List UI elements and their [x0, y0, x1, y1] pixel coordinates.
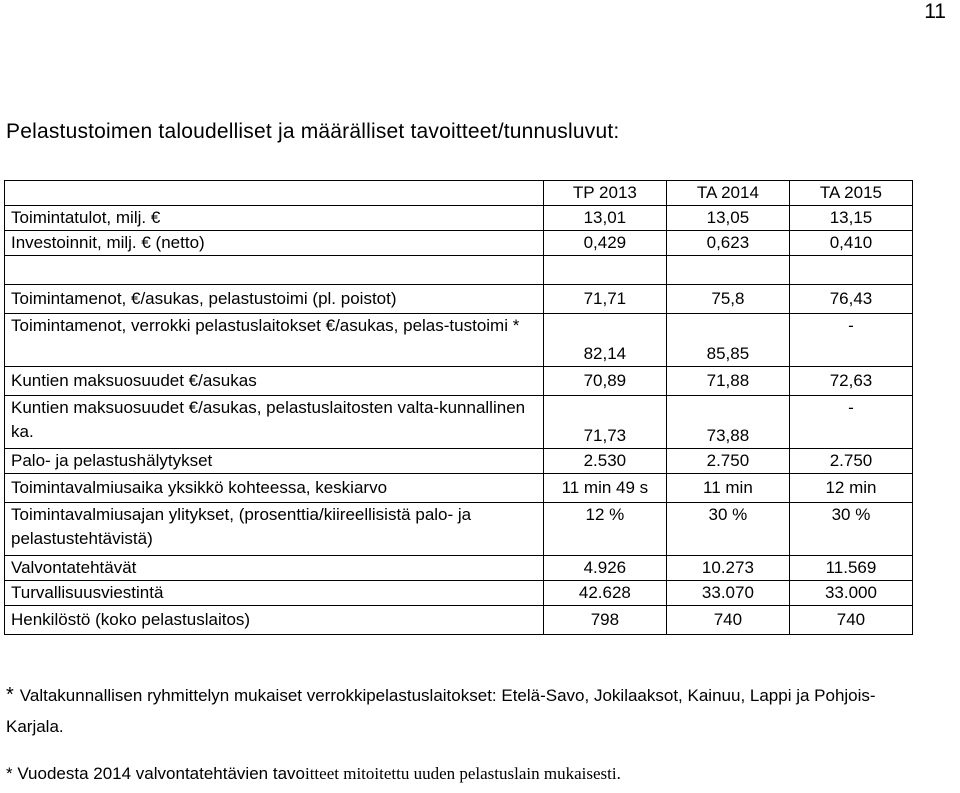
- cell-ta2015: 33.000: [789, 581, 912, 606]
- table-row: [5, 556, 913, 581]
- cell-tp2013: 798: [543, 606, 666, 635]
- kpi-table: [4, 180, 913, 635]
- table-header-cell: TA 2015: [789, 181, 912, 206]
- table-row: [5, 581, 913, 606]
- cell-ta2015: -: [789, 314, 912, 367]
- row-label: Investoinnit, milj. € (netto): [5, 231, 544, 256]
- cell-tp2013: 2.530: [543, 449, 666, 474]
- cell-tp2013: 12 %: [543, 503, 666, 556]
- cell-tp2013: 71,73: [543, 396, 666, 449]
- cell-ta2015: 2.750: [789, 449, 912, 474]
- table-header-cell: [5, 181, 544, 206]
- cell-tp2013: 82,14: [543, 314, 666, 367]
- cell-ta2014: 2.750: [666, 449, 789, 474]
- row-label: Toimintamenot, €/asukas, pelastustoimi (pl. poistot): [5, 285, 544, 314]
- row-label: Toimintamenot, verrokki pelastuslaitokset €/asukas, pelas-tustoimi *: [5, 314, 544, 367]
- cell-ta2015: 30 %: [789, 503, 912, 556]
- cell-ta2014: 13,05: [666, 206, 789, 231]
- cell-ta2014: 10.273: [666, 556, 789, 581]
- row-label: Valvontatehtävät: [5, 556, 544, 581]
- cell-ta2014: 33.070: [666, 581, 789, 606]
- cell-tp2013: 11 min 49 s: [543, 474, 666, 503]
- table-row: [5, 206, 913, 231]
- cell-ta2014: 73,88: [666, 396, 789, 449]
- cell-ta2015: 0,410: [789, 231, 912, 256]
- footnote-asterisk: *: [6, 684, 14, 706]
- cell-tp2013: 71,71: [543, 285, 666, 314]
- cell-tp2013: 0,429: [543, 231, 666, 256]
- cell-ta2014: 0,623: [666, 231, 789, 256]
- table-header-cell: TP 2013: [543, 181, 666, 206]
- footnote-comparison-group: [6, 680, 906, 742]
- table-header-row: [5, 181, 913, 206]
- row-label: Kuntien maksuosuudet €/asukas, pelastuslaitosten valta-kunnallinen ka.: [5, 396, 544, 449]
- row-label: Palo- ja pelastushälytykset: [5, 449, 544, 474]
- cell-ta2015: 12 min: [789, 474, 912, 503]
- table-row: [5, 231, 913, 256]
- cell-ta2014: 75,8: [666, 285, 789, 314]
- page-number: 11: [924, 0, 946, 23]
- cell-ta2014: [666, 256, 789, 285]
- cell-ta2014: 11 min: [666, 474, 789, 503]
- footnote-supervision: [6, 764, 621, 784]
- page-heading: Pelastustoimen taloudelliset ja määrälliset tavoitteet/tunnusluvut:: [6, 120, 620, 143]
- cell-ta2015: 76,43: [789, 285, 912, 314]
- row-label: Toimintatulot, milj. €: [5, 206, 544, 231]
- footnote-text: Valtakunnallisen ryhmittelyn mukaiset verrokkipelastuslaitokset: Etelä-Savo, Jokilaaksot, Kainuu, Lappi ja Pohjois-Karjala.: [6, 686, 876, 736]
- cell-tp2013: 70,89: [543, 367, 666, 396]
- table-row: [5, 285, 913, 314]
- table-row: [5, 314, 913, 367]
- cell-tp2013: 42.628: [543, 581, 666, 606]
- cell-tp2013: 4.926: [543, 556, 666, 581]
- row-label: Toimintavalmiusajan ylitykset, (prosenttia/kiireellisistä palo- ja pelastustehtävistä): [5, 503, 544, 556]
- cell-ta2014: 30 %: [666, 503, 789, 556]
- table-row: [5, 396, 913, 449]
- table-row: [5, 606, 913, 635]
- table-row: [5, 503, 913, 556]
- row-label: Turvallisuusviestintä: [5, 581, 544, 606]
- table-row-empty: [5, 256, 913, 285]
- row-label: Toimintavalmiusaika yksikkö kohteessa, keskiarvo: [5, 474, 544, 503]
- table-header-cell: TA 2014: [666, 181, 789, 206]
- cell-ta2014: 85,85: [666, 314, 789, 367]
- cell-tp2013: 13,01: [543, 206, 666, 231]
- cell-ta2015: -: [789, 396, 912, 449]
- footnote-text-part1: * Vuodesta 2014 valvontatehtävien tavo: [6, 764, 305, 783]
- cell-ta2015: 740: [789, 606, 912, 635]
- table-row: [5, 474, 913, 503]
- cell-ta2015: 13,15: [789, 206, 912, 231]
- cell-tp2013: [543, 256, 666, 285]
- cell-ta2014: 740: [666, 606, 789, 635]
- row-label: Henkilöstö (koko pelastuslaitos): [5, 606, 544, 635]
- cell-ta2015: 11.569: [789, 556, 912, 581]
- cell-ta2015: [789, 256, 912, 285]
- cell-ta2014: 71,88: [666, 367, 789, 396]
- row-label: [5, 256, 544, 285]
- row-label: Kuntien maksuosuudet €/asukas: [5, 367, 544, 396]
- cell-ta2015: 72,63: [789, 367, 912, 396]
- table-row: [5, 367, 913, 396]
- footnote-text-part2: itteet mitoitettu uuden pelastuslain mukaisesti.: [304, 764, 621, 783]
- table-row: [5, 449, 913, 474]
